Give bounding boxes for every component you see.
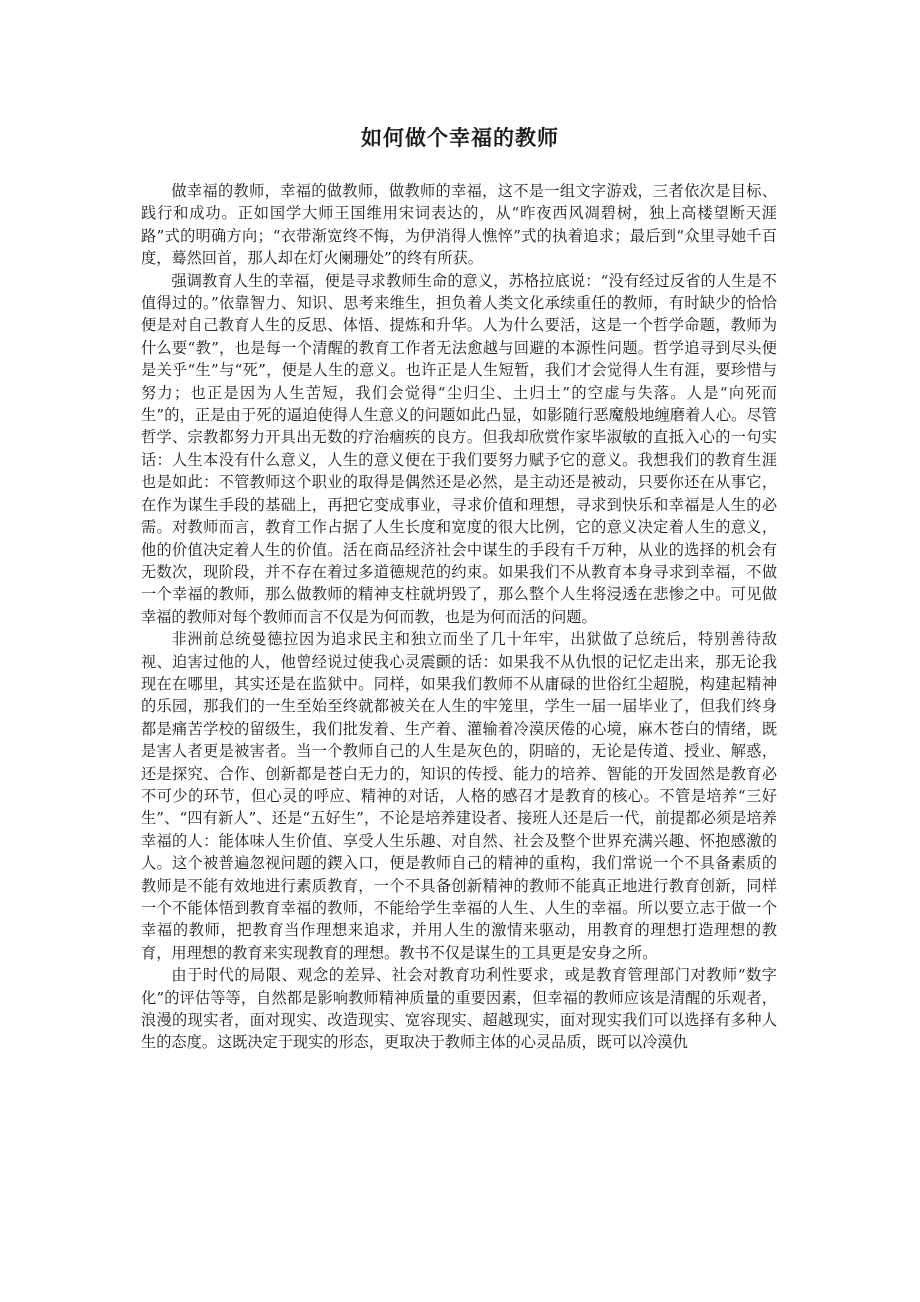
paragraph-1: 做幸福的教师，幸福的做教师，做教师的幸福，这不是一组文字游戏，三者依次是目标、践行和成功。正如国学大师王国维用宋词表达的，从“昨夜西风凋碧树，独上高楼望断天涯路”式的明确方向；“衣带渐宽终不悔，为伊消得人憔悴”式的执着追求；最后到“众里寻她千百度，蓦然回首，那人却在灯火阑珊处”的终有所获。 (141, 182, 777, 268)
paragraph-2: 强调教育人生的幸福，便是寻求教师生命的意义，苏格拉底说：“没有经过反省的人生是不值得过的。”依靠智力、知识、思考来维生，担负着人类文化承续重任的教师，有时缺少的恰恰便是对自己教育人生的反思、体悟、提炼和升华。人为什么要活，这是一个哲学命题，教师为什么要“教”，也是每一个清醒的教育工作者无法愈越与回避的本源性问题。哲学追寻到尽头便是关乎“生”与“死”，便是人生的意义。也许正是人生短暂，我们才会觉得人生有涯，要珍惜与努力；也正是因为人生苦短，我们会觉得“尘归尘、土归土”的空虚与失落。人是“向死而生”的，正是由于死的逼迫使得人生意义的问题如此凸显，如影随行恶魔般地缠磨着人心。尽管哲学、宗教都努力开具出无数的疗治痼疾的良方。但我却欣赏作家毕淑敏的直抵入心的一句实话：人生本没有什么意义，人生的意义便在于我们要努力赋予它的意义。我想我们的教育生涯也是如此：不管教师这个职业的取得是偶然还是必然，是主动还是被动，只要你还在从事它，在作为谋生手段的基础上，再把它变成事业，寻求价值和理想，寻求到快乐和幸福是人生的必需。对教师而言，教育工作占据了人生长度和宽度的很大比例，它的意义决定着人生的意义，他的价值决定着人生的价值。活在商品经济社会中谋生的手段有千万种，从业的选择的机会有无数次，现阶段，并不存在着过多道德规范的约束。如果我们不从教育本身寻求到幸福，不做一个幸福的教师，那么做教师的精神支柱就坍毁了，那么整个人生将浸透在悲惨之中。可见做幸福的教师对每个教师而言不仅是为何而教，也是为何而活的问题。 (141, 271, 777, 626)
paragraph-3: 非洲前总统曼德拉因为追求民主和独立而坐了几十年牢，出狱做了总统后，特别善待敌视、迫害过他的人，他曾经说过使我心灵震颤的话：如果我不从仇恨的记忆走出来，那无论我现在在哪里，其实还是在监狱中。同样，如果我们教师不从庸碌的世俗红尘超脱，构建起精神的乐园，那我们的一生至始至终就都被关在人生的牢笼里，学生一届一届毕业了，但我们终身都是痛苦学校的留级生，我们批发着、生产着、灌输着冷漠厌倦的心境，麻木苍白的情绪，既是害人者更是被害者。当一个教师自己的人生是灰色的，阴暗的，无论是传道、授业、解惑，还是探究、合作、创新都是苍白无力的，知识的传授、能力的培养、智能的开发固然是教育必不可少的环节，但心灵的呼应、精神的对话，人格的感召才是教育的核心。不管是培养“三好生”、“四有新人”、还是“五好生”，不论是培养建设者、接班人还是后一代，前提都必须是培养幸福的人：能体味人生价值、享受人生乐趣、对自然、社会及整个世界充满兴趣、怀抱感激的人。这个被普遍忽视问题的鍥入口，便是教师自己的精神的重构，我们常说一个不具备素质的教师是不能有效地进行素质教育，一个不具备创新精神的教师不能真正地进行教育创新，同样一个不能体悟到教育幸福的教师，不能给学生幸福的人生、人生的幸福。所以要立志于做一个幸福的教师，把教育当作理想来追求，并用人生的激情来驱动，用教育的理想打造理想的教育，用理想的教育来实现教育的理想。教书不仅是谋生的工具更是安身之所。 (141, 630, 777, 962)
document-body (141, 180, 777, 1054)
paragraph-4: 由于时代的局限、观念的差异、社会对教育功利性要求，或是教育管理部门对教师“数字化”的评估等等，自然都是影响教师精神质量的重要因素，但幸福的教师应该是清醒的乐观者，浪漫的现实者，面对现实、改造现实、宽容现实、超越现实，面对现实我们可以选择有多种人生的态度。这既决定于现实的形态，更取决于教师主体的心灵品质，既可以冷漠仇 (141, 966, 777, 1052)
document-title: 如何做个幸福的教师 (361, 125, 559, 150)
